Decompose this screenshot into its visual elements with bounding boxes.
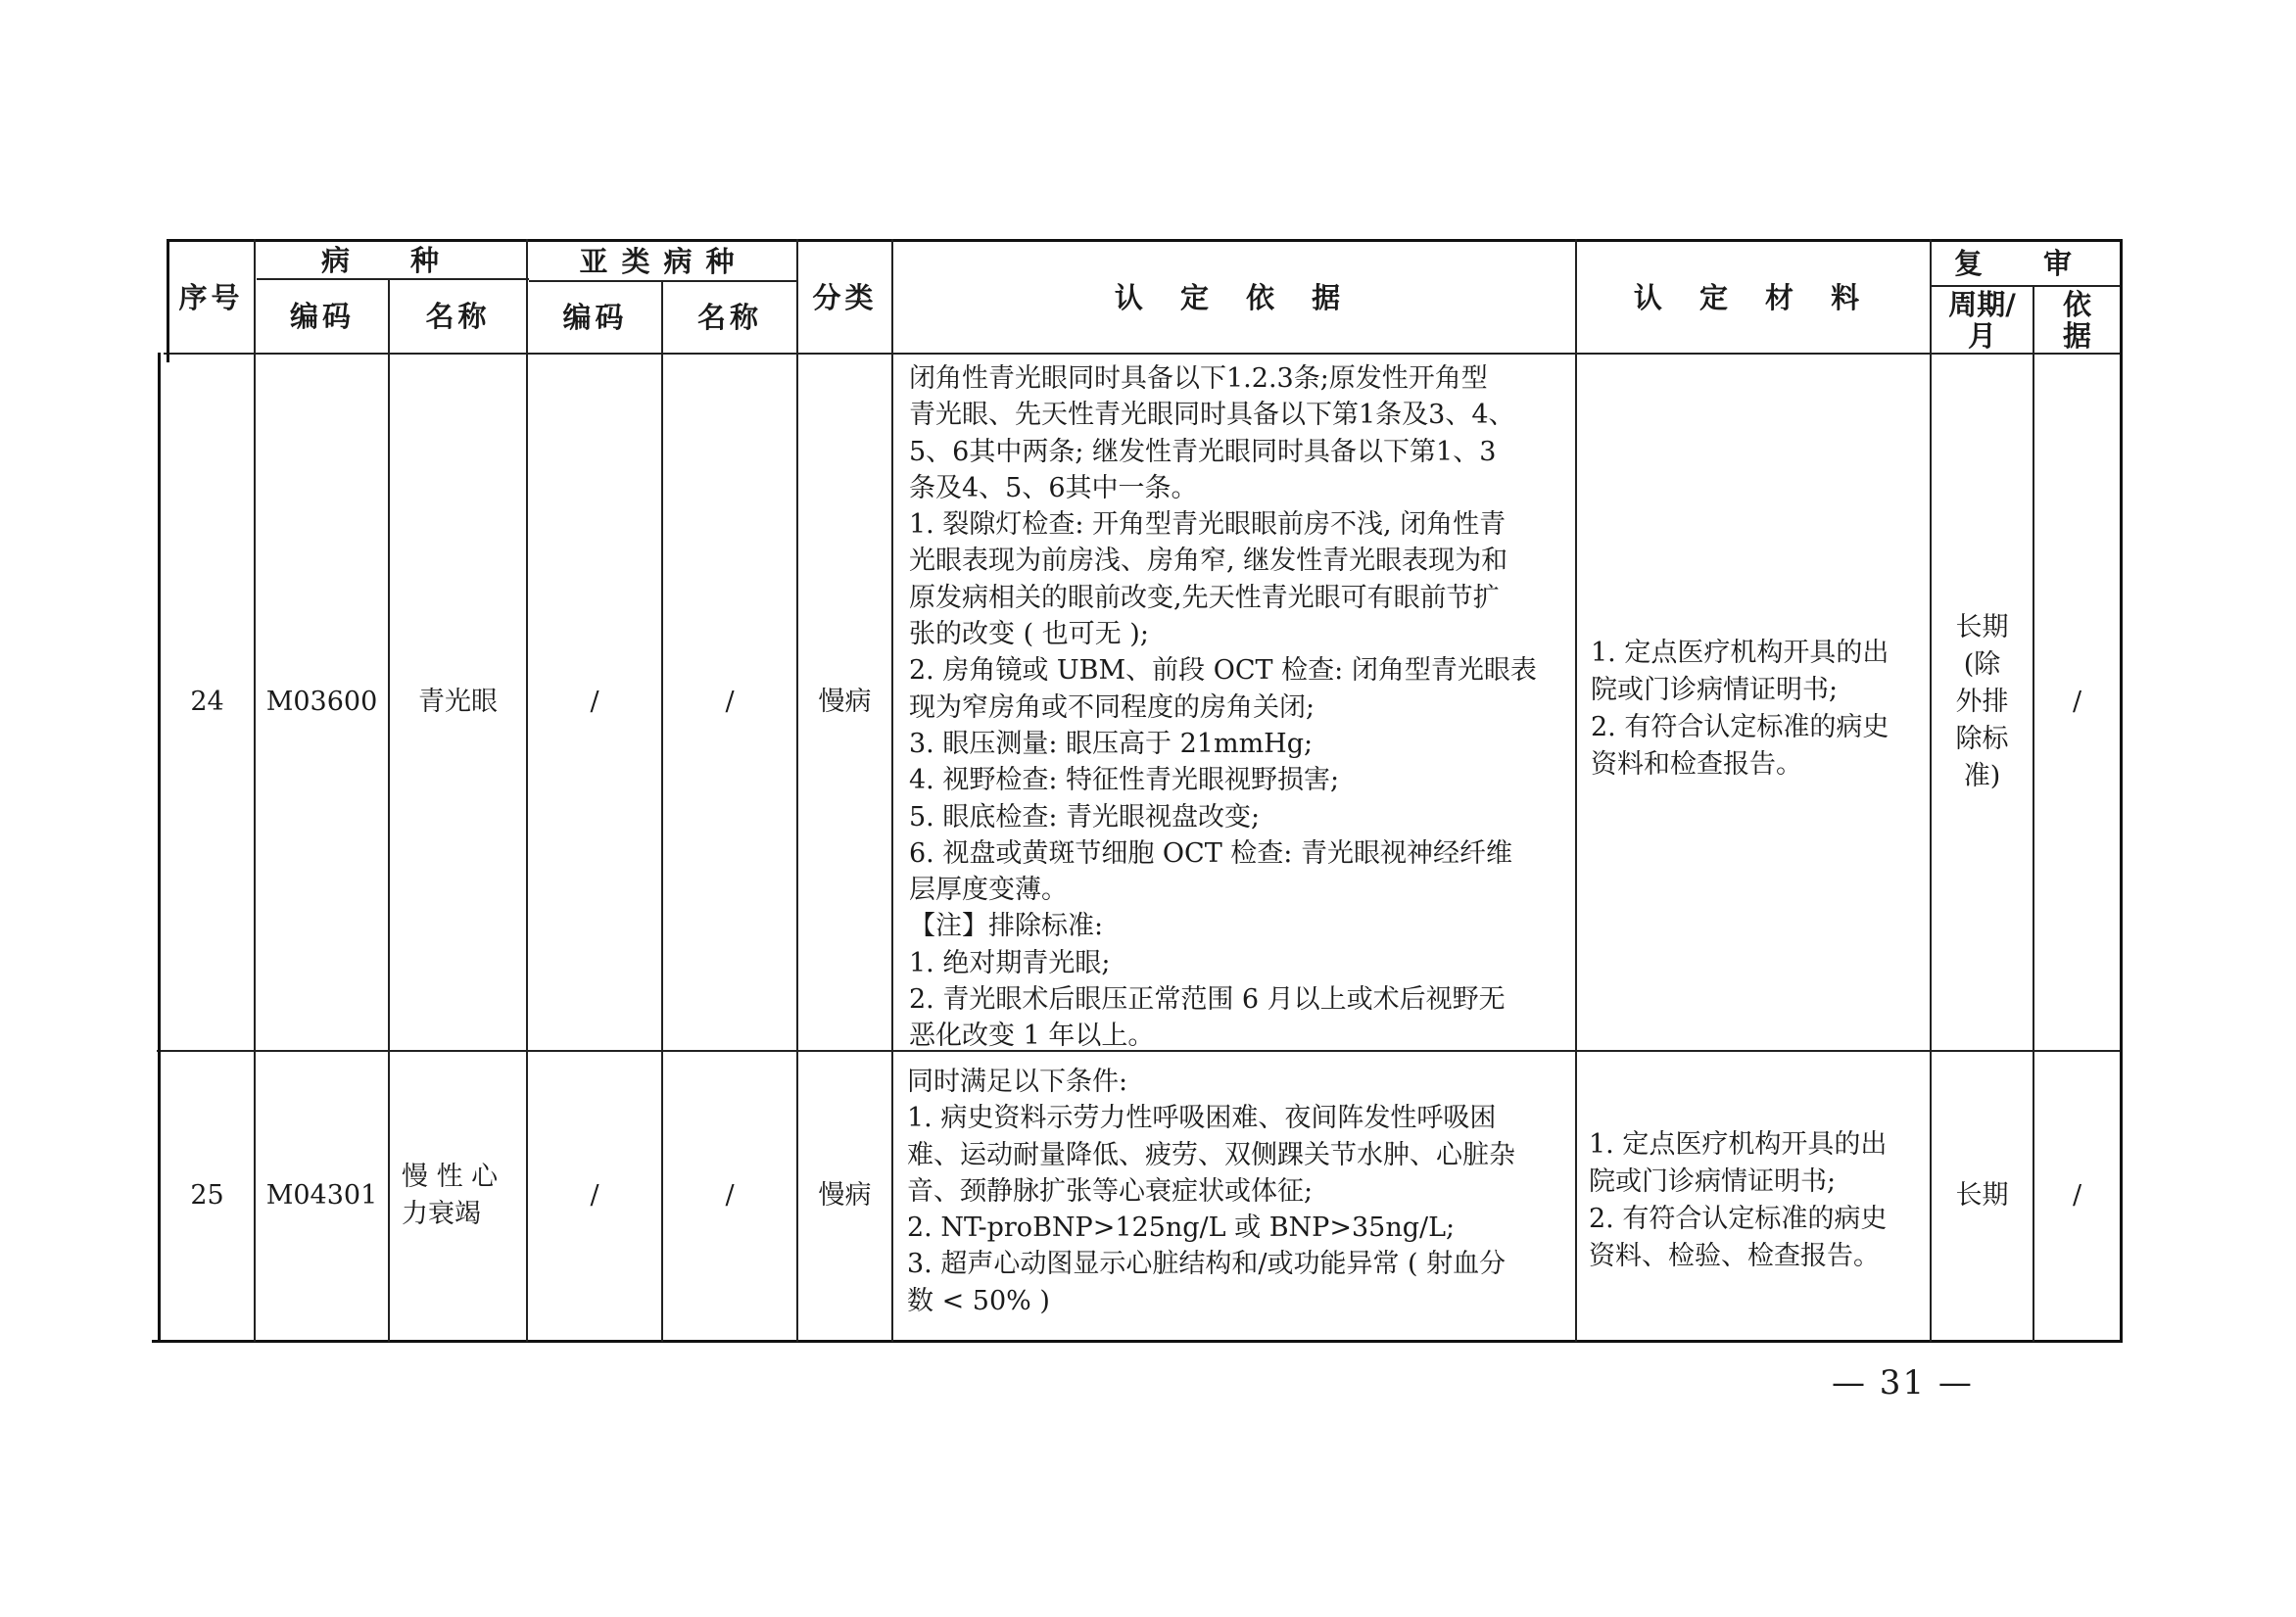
header-review: 复 审 — [1953, 247, 2098, 280]
row-basis — [909, 360, 1571, 1055]
row-category: 慢病 — [818, 1180, 872, 1211]
col-divider-category — [891, 239, 893, 1342]
header-review-basis-line1: 依 — [2062, 287, 2091, 321]
row-materials — [1589, 1126, 1924, 1275]
material-line: 1. 定点医疗机构开具的出 — [1591, 638, 1889, 668]
basis-line: 恶化改变 1 年以上。 — [909, 1021, 1155, 1052]
header-basis: 认 定 依 据 — [1114, 280, 1355, 314]
basis-line: 光眼表现为前房浅、房角窄, 继发性青光眼表现为和 — [909, 546, 1508, 577]
row-category: 慢病 — [818, 687, 872, 717]
material-line: 2. 有符合认定标准的病史 — [1589, 1204, 1888, 1234]
row-review-basis: / — [2072, 687, 2082, 717]
header-code: 编码 — [289, 300, 355, 333]
cycle-line: 外排 — [1955, 687, 2009, 717]
material-line: 1. 定点医疗机构开具的出 — [1589, 1129, 1888, 1160]
basis-line: 现为窄房角或不同程度的房角关闭; — [909, 691, 1315, 723]
material-line: 院或门诊病情证明书; — [1589, 1166, 1837, 1197]
header-category: 分类 — [812, 280, 878, 314]
basis-line: 原发病相关的眼前改变,先天性青光眼可有眼前节扩 — [909, 582, 1500, 613]
basis-line: 5、6其中两条; 继发性青光眼同时具备以下第1、3 — [909, 436, 1497, 467]
header-materials: 认 定 材 料 — [1633, 280, 1874, 314]
cycle-line: (除 — [1963, 649, 2001, 680]
basis-line: 1. 裂隙灯检查: 开角型青光眼眼前房不浅, 闭角性青 — [909, 509, 1507, 541]
basis-line: 2. NT-proBNP>125ng/L 或 BNP>35ng/L; — [907, 1213, 1456, 1244]
row-name-line: 青光眼 — [418, 687, 498, 717]
page-number: — 31 — — [1832, 1363, 1974, 1403]
material-line: 2. 有符合认定标准的病史 — [1591, 712, 1889, 742]
basis-line: 【注】排除标准: — [909, 911, 1104, 942]
header-cycle — [1932, 287, 2033, 353]
cycle-line: 准) — [1963, 761, 2001, 791]
row-materials — [1591, 635, 1924, 784]
row-review-basis: / — [2072, 1180, 2082, 1211]
basis-line: 1. 绝对期青光眼; — [909, 947, 1111, 978]
basis-line: 3. 眼压测量: 眼压高于 21mmHg; — [909, 728, 1314, 759]
material-line: 资料和检查报告。 — [1591, 749, 1802, 780]
row-code: M03600 — [265, 687, 378, 717]
header-cycle-line1: 周期/ — [1948, 287, 2016, 321]
col-divider-basis — [1575, 239, 1577, 1342]
row-name-line: 慢 性 心 — [402, 1162, 499, 1192]
row-cycle — [1932, 355, 2033, 1050]
header-sub-name: 名称 — [696, 301, 762, 334]
basis-line: 4. 视野检查: 特征性青光眼视野损害; — [909, 765, 1340, 796]
header-disease: 病 种 — [320, 243, 465, 277]
basis-line: 张的改变 ( 也可无 ); — [909, 619, 1149, 650]
header-seq: 序号 — [178, 280, 244, 314]
header-cycle-line2: 月 — [1967, 318, 1996, 353]
material-line: 院或门诊病情证明书; — [1591, 675, 1839, 705]
basis-line: 2. 青光眼术后眼压正常范围 6 月以上或术后视野无 — [909, 984, 1506, 1016]
row-name-line: 力衰竭 — [402, 1199, 481, 1229]
row-code: M04301 — [265, 1180, 378, 1211]
table-right-border — [2120, 239, 2123, 1343]
row-seq: 25 — [190, 1180, 224, 1211]
cycle-line: 长期 — [1955, 1180, 2009, 1211]
header-name: 名称 — [425, 300, 491, 333]
basis-line: 闭角性青光眼同时具备以下1.2.3条;原发性开角型 — [909, 363, 1488, 394]
basis-line: 难、运动耐量降低、疲劳、双侧踝关节水肿、心脏杂 — [907, 1139, 1515, 1170]
basis-line: 1. 病史资料示劳力性呼吸困难、夜间阵发性呼吸困 — [907, 1103, 1497, 1134]
basis-line: 3. 超声心动图显示心脏结构和/或功能异常 ( 射血分 — [907, 1249, 1507, 1280]
row-cycle — [1932, 1052, 2033, 1340]
header-sub-disease: 亚类病种 — [579, 244, 748, 278]
material-line: 资料、检验、检查报告。 — [1589, 1241, 1880, 1271]
row-sub-code: / — [590, 1180, 599, 1211]
header-review-basis — [2034, 287, 2120, 353]
basis-line: 条及4、5、6其中一条。 — [909, 472, 1198, 503]
header-sub-code: 编码 — [562, 301, 628, 334]
row-basis — [907, 1064, 1571, 1319]
table-bottom-border — [152, 1340, 2122, 1343]
row-seq: 24 — [190, 687, 224, 717]
header-review-basis-line2: 据 — [2062, 318, 2091, 353]
cycle-line: 长期 — [1955, 612, 2009, 642]
basis-line: 5. 眼底检查: 青光眼视盘改变; — [909, 801, 1261, 832]
basis-line: 2. 房角镜或 UBM、前段 OCT 检查: 闭角型青光眼表 — [909, 655, 1537, 687]
row-sub-name: / — [725, 1180, 735, 1211]
row-name — [390, 1052, 526, 1340]
row-sub-name: / — [725, 687, 735, 717]
row-name — [390, 355, 526, 1050]
cycle-line: 除标 — [1955, 724, 2009, 754]
basis-line: 层厚度变薄。 — [909, 875, 1068, 906]
basis-line: 青光眼、先天性青光眼同时具备以下第1条及3、4、 — [909, 400, 1515, 431]
basis-line: 6. 视盘或黄斑节细胞 OCT 检查: 青光眼视神经纤维 — [909, 837, 1512, 869]
basis-line: 同时满足以下条件: — [907, 1067, 1128, 1097]
basis-line: 音、颈静脉扩张等心衰症状或体征; — [907, 1175, 1314, 1207]
basis-line: 数 < 50% ) — [907, 1285, 1050, 1316]
row-sub-code: / — [590, 687, 599, 717]
